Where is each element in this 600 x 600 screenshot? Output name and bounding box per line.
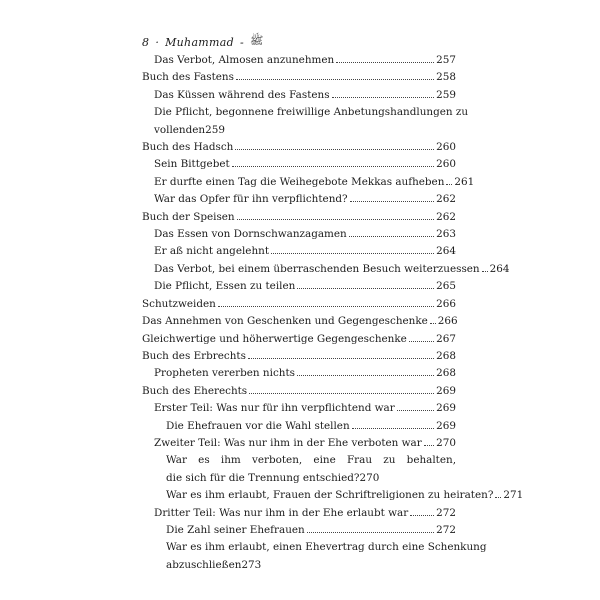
dot-leader <box>236 79 434 80</box>
toc-entry-title: Dritter Teil: Was nur ihm in der Ehe erlaubt war <box>154 506 409 519</box>
toc-entry[interactable] <box>142 104 469 139</box>
dot-leader <box>332 97 435 98</box>
dot-leader <box>336 62 434 63</box>
toc-entry-title: Buch des Fastens <box>142 71 234 84</box>
toc-entry-title: Sein Bittgebet <box>154 158 230 171</box>
dot-leader <box>307 532 434 533</box>
toc-page-number: 270 <box>359 471 380 484</box>
toc-entry-title-line2: die sich für die Trennung entschied? <box>166 471 360 484</box>
dot-leader <box>297 375 434 376</box>
toc-entry[interactable] <box>142 487 524 504</box>
toc-page-number: 257 <box>436 54 456 66</box>
toc-entry[interactable] <box>142 296 456 313</box>
toc-entry-title: Buch des Erbrechts <box>142 349 246 362</box>
toc-entry[interactable] <box>142 209 456 226</box>
toc-entry-title-line2: vollenden <box>154 123 206 136</box>
dot-leader <box>249 393 434 394</box>
toc-entry[interactable] <box>142 348 456 365</box>
dot-leader <box>430 323 436 324</box>
toc-page-number: 269 <box>436 384 456 397</box>
toc-page-number: 264 <box>436 245 456 258</box>
toc-page-number: 264 <box>489 262 510 275</box>
toc-entry[interactable] <box>142 452 456 487</box>
toc-entry-title: Gleichwertige und höherwertige Gegengeschenke <box>142 332 407 345</box>
toc-page-number: 268 <box>436 349 456 362</box>
toc-entry[interactable] <box>142 226 456 243</box>
toc-page-number: 261 <box>454 175 475 188</box>
toc-entry[interactable] <box>142 261 510 278</box>
toc-entry-title: Buch des Eherechts <box>142 384 248 397</box>
toc-page-number: 265 <box>436 280 456 293</box>
toc-entry-title-line1: War es ihm verboten, eine Frau zu behalten, <box>166 454 456 467</box>
toc-entry[interactable] <box>142 383 456 400</box>
dot-leader <box>482 271 488 272</box>
toc-entry-title-line1: War es ihm erlaubt, einen Ehevertrag durch eine Schenkung <box>166 541 487 554</box>
dot-leader <box>232 166 434 167</box>
toc-entry-title: Die Zahl seiner Ehefrauen <box>166 523 305 536</box>
toc-entry[interactable] <box>142 174 475 191</box>
toc-page-number: 262 <box>436 193 456 206</box>
toc-entry-title: Buch der Speisen <box>142 210 235 223</box>
dot-leader <box>248 358 434 359</box>
toc-page-number: 260 <box>436 141 456 154</box>
dot-leader <box>271 253 434 254</box>
toc-entry-title: Erster Teil: Was nur für ihn verpflichtend war <box>154 402 395 415</box>
toc-entry-title: Das Küssen während des Fastens <box>154 88 330 101</box>
toc-entry-title: Buch des Hadsch <box>142 141 234 154</box>
honorific-icon: ﷺ <box>250 34 264 47</box>
dot-leader <box>349 236 434 237</box>
toc-entry-title: Das Verbot, bei einem überraschenden Besuch weiterzuessen <box>154 262 480 275</box>
dot-leader <box>397 410 434 411</box>
toc-entry-title: Propheten vererben nichts <box>154 367 295 380</box>
toc-entry-title: Schutzweiden <box>142 297 216 310</box>
toc-entry-title: Das Verbot, Almosen anzunehmen <box>154 54 335 66</box>
toc-entry-title: War es ihm erlaubt, Frauen der Schriftreligionen zu heiraten? <box>166 489 494 502</box>
toc-page-number: 266 <box>436 297 456 310</box>
toc-entry-title: Er durfte einen Tag die Weihegebote Mekkas aufheben <box>154 175 445 188</box>
toc-entry[interactable] <box>142 539 487 574</box>
toc-entry[interactable] <box>142 191 456 208</box>
dot-leader <box>424 445 434 446</box>
toc-entry-title: Das Annehmen von Geschenken und Gegengeschenke <box>142 315 428 328</box>
dot-leader <box>446 184 452 185</box>
running-header <box>142 34 263 50</box>
dot-leader <box>410 515 434 516</box>
toc-page-number: 269 <box>436 419 456 432</box>
toc-entry[interactable] <box>142 522 456 539</box>
dot-leader <box>237 219 435 220</box>
toc-page-number: 263 <box>436 228 456 241</box>
toc-entry-title: War das Opfer für ihn verpflichtend? <box>154 193 348 206</box>
toc-entry[interactable] <box>142 400 456 417</box>
dot-leader <box>235 149 434 150</box>
toc-entry[interactable] <box>142 365 456 382</box>
dot-leader <box>352 428 435 429</box>
toc-page-number: 267 <box>436 332 456 345</box>
dot-leader <box>409 341 434 342</box>
dot-leader <box>495 497 501 498</box>
toc-entry-title-line1: Die Pflicht, begonnene freiwillige Anbetungshandlungen zu <box>154 106 469 119</box>
toc-entry-title: Die Ehefrauen vor die Wahl stellen <box>166 419 350 432</box>
table-of-contents <box>142 52 524 574</box>
toc-page-number: 260 <box>436 158 456 171</box>
toc-page-number: 271 <box>503 489 524 502</box>
toc-page-number: 269 <box>436 402 456 415</box>
toc-page-number: 259 <box>205 123 225 136</box>
toc-page-number: 270 <box>436 436 456 449</box>
toc-entry[interactable] <box>142 139 456 156</box>
toc-entry[interactable] <box>142 418 456 435</box>
page-number: 8 <box>142 35 150 49</box>
toc-entry-title-line2: abzuschließen <box>166 558 242 571</box>
toc-page-number: 262 <box>436 210 456 223</box>
toc-entry[interactable] <box>142 278 456 295</box>
toc-entry-title: Er aß nicht angelehnt <box>154 245 270 258</box>
toc-page-number: 273 <box>241 558 262 571</box>
toc-entry[interactable] <box>142 52 456 69</box>
toc-entry[interactable] <box>142 87 456 104</box>
toc-page-number: 272 <box>436 506 456 519</box>
header-separator: · <box>155 35 160 49</box>
toc-entry-title: Zweiter Teil: Was nur ihm in der Ehe verboten war <box>154 436 422 449</box>
toc-entry[interactable] <box>142 156 456 173</box>
dot-leader <box>297 288 434 289</box>
dot-leader <box>350 201 435 202</box>
dot-leader <box>218 306 434 307</box>
toc-entry[interactable] <box>142 313 456 330</box>
toc-page-number: 268 <box>436 367 456 380</box>
title-dash: - <box>239 35 244 49</box>
toc-entry[interactable] <box>142 243 456 260</box>
toc-page-number: 266 <box>437 315 458 328</box>
toc-page-number: 259 <box>436 88 456 101</box>
toc-entry-title: Die Pflicht, Essen zu teilen <box>154 280 296 293</box>
toc-entry[interactable] <box>142 331 456 348</box>
toc-page-number: 272 <box>436 523 456 536</box>
toc-entry-title: Das Essen von Dornschwanzagamen <box>154 228 347 241</box>
toc-entry[interactable] <box>142 69 456 86</box>
toc-page-number: 258 <box>436 71 456 84</box>
toc-entry[interactable] <box>142 505 456 522</box>
book-title: Muhammad <box>165 35 234 49</box>
toc-entry[interactable] <box>142 435 456 452</box>
